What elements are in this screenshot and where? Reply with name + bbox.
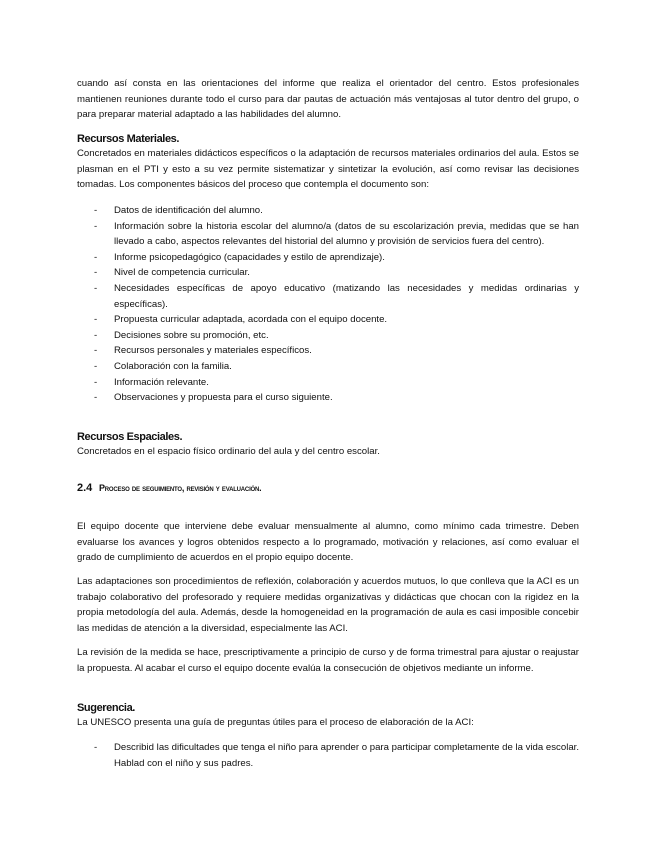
sugerencia-list-block [77, 740, 579, 771]
sugerencia-text: La UNESCO presenta una guía de preguntas útiles para el proceso de elaboración de la ACI: [77, 717, 474, 728]
list-item: - Decisiones sobre su promoción, etc. [77, 328, 579, 344]
espaciales-heading: Recursos Espaciales. [77, 431, 183, 443]
list-item: - Información sobre la historia escolar del alumno/a (datos de su escolarización previa, medidas que se han llevado a cabo, aspectos relevantes del historial del alumno y provisión de servicios fuera del centro). [77, 219, 579, 250]
intro-paragraph: cuando así consta en las orientaciones del informe que realiza el orientador del centro. Estos profesionales mantienen reuniones durante todo el curso para dar pautas de actuación más ventajosas al tutor dentro del grupo, o para preparar material adaptado a las habilidades del alumno. [77, 78, 579, 121]
list-item: - Necesidades específicas de apoyo educativo (matizando las necesidades y medidas ordinarias y específicas). [77, 281, 579, 312]
body-paragraph: Las adaptaciones son procedimientos de reflexión, colaboración y acuerdos mutuos, lo que conlleva que la ACI es un trabajo colaborativo del profesorado y requiere medidas organizativas y didácticas que chocan con la rigidez en la propia metodología del aula. Además, desde la homogeneidad en la programación de aula es casi imposible concebir las medidas de atención a la diversidad, especialmente las ACI. [77, 576, 579, 634]
paragraph-3-block [77, 645, 579, 676]
paragraph-2-block [77, 574, 579, 636]
espaciales-block [77, 430, 579, 460]
materiales-heading: Recursos Materiales. [77, 133, 180, 145]
sugerencia-list [77, 740, 579, 771]
list-item: - Información relevante. [77, 375, 579, 391]
intro-block [77, 76, 579, 123]
sugerencia-block [77, 701, 579, 731]
materiales-list [77, 203, 579, 406]
espaciales-text: Concretados en el espacio físico ordinario del aula y del centro escolar. [77, 446, 380, 457]
list-item: - Colaboración con la familia. [77, 359, 579, 375]
materiales-block [77, 132, 579, 193]
list-item: - Recursos personales y materiales específicos. [77, 343, 579, 359]
sugerencia-heading: Sugerencia. [77, 702, 135, 714]
list-item: - Propuesta curricular adaptada, acordada con el equipo docente. [77, 312, 579, 328]
materiales-list-block [77, 203, 579, 406]
materiales-text: Concretados en materiales didácticos específicos o la adaptación de recursos materiales ordinarios del aula. Estos se plasman en el PTI y esto a su vez permite sistematizar y sintetizar la evolución, así como revisar las decisiones tomadas. Los componentes básicos del proceso que contempla el documento son: [77, 148, 579, 191]
list-item: - Describid las dificultades que tenga el niño para aprender o para participar completamente de la vida escolar. Hablad con el niño y sus padres. [77, 740, 579, 771]
section-title: Proceso de seguimiento, revisión y evaluación. [99, 483, 262, 493]
body-paragraph: La revisión de la medida se hace, prescriptivamente a principio de curso y de forma trimestral para ajustar o reajustar la propuesta. Al acabar el curso el equipo docente evalúa la consecución de objetivos mediante un informe. [77, 647, 579, 674]
paragraph-1-block [77, 519, 579, 566]
list-item: - Informe psicopedagógico (capacidades y estilo de aprendizaje). [77, 250, 579, 266]
section-heading [77, 481, 579, 495]
list-item: - Datos de identificación del alumno. [77, 203, 579, 219]
list-item: - Observaciones y propuesta para el curso siguiente. [77, 390, 579, 406]
section-number: 2.4 [77, 482, 93, 494]
body-paragraph: El equipo docente que interviene debe evaluar mensualmente al alumno, como mínimo cada trimestre. Deben evaluarse los avances y logros obtenidos respecto a lo programado, motivación y relaciones, así como evaluar el grado de cumplimiento de acuerdos en el propio equipo docente. [77, 521, 579, 564]
list-item: - Nivel de competencia curricular. [77, 265, 579, 281]
